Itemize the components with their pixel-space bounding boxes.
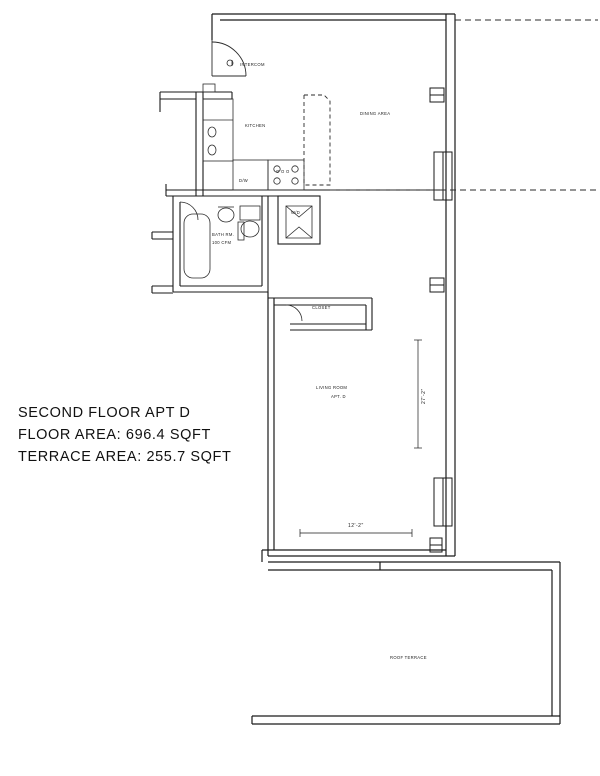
label-bath-room: BATH RM. <box>212 232 235 237</box>
label-kitchen: KITCHEN <box>245 123 266 128</box>
label-stove-burners: O O O <box>276 169 290 174</box>
label-closet: CLOSET <box>312 305 331 310</box>
title-line-1: SECOND FLOOR APT D <box>18 405 191 421</box>
label-dining-area: DINING AREA <box>360 111 391 116</box>
label-living-room: LIVING ROOM <box>316 385 348 390</box>
label-dishwasher: D/W <box>239 178 249 183</box>
label-roof-terrace: ROOF TERRACE <box>390 655 427 660</box>
label-bath-exhaust: 100 CFM <box>212 240 232 245</box>
label-living-room-apt: APT. D <box>331 394 346 399</box>
label-intercom: INTERCOM <box>240 62 265 67</box>
title-block <box>18 402 288 468</box>
title-line-3: TERRACE AREA: 255.7 SQFT <box>18 449 232 465</box>
dimension-living-room-width: 12'-2" <box>348 523 364 529</box>
dimension-overall-depth: 27'-2" <box>421 388 427 404</box>
title-line-2: FLOOR AREA: 696.4 SQFT <box>18 427 211 443</box>
label-washer-dryer: W/D <box>291 210 301 215</box>
